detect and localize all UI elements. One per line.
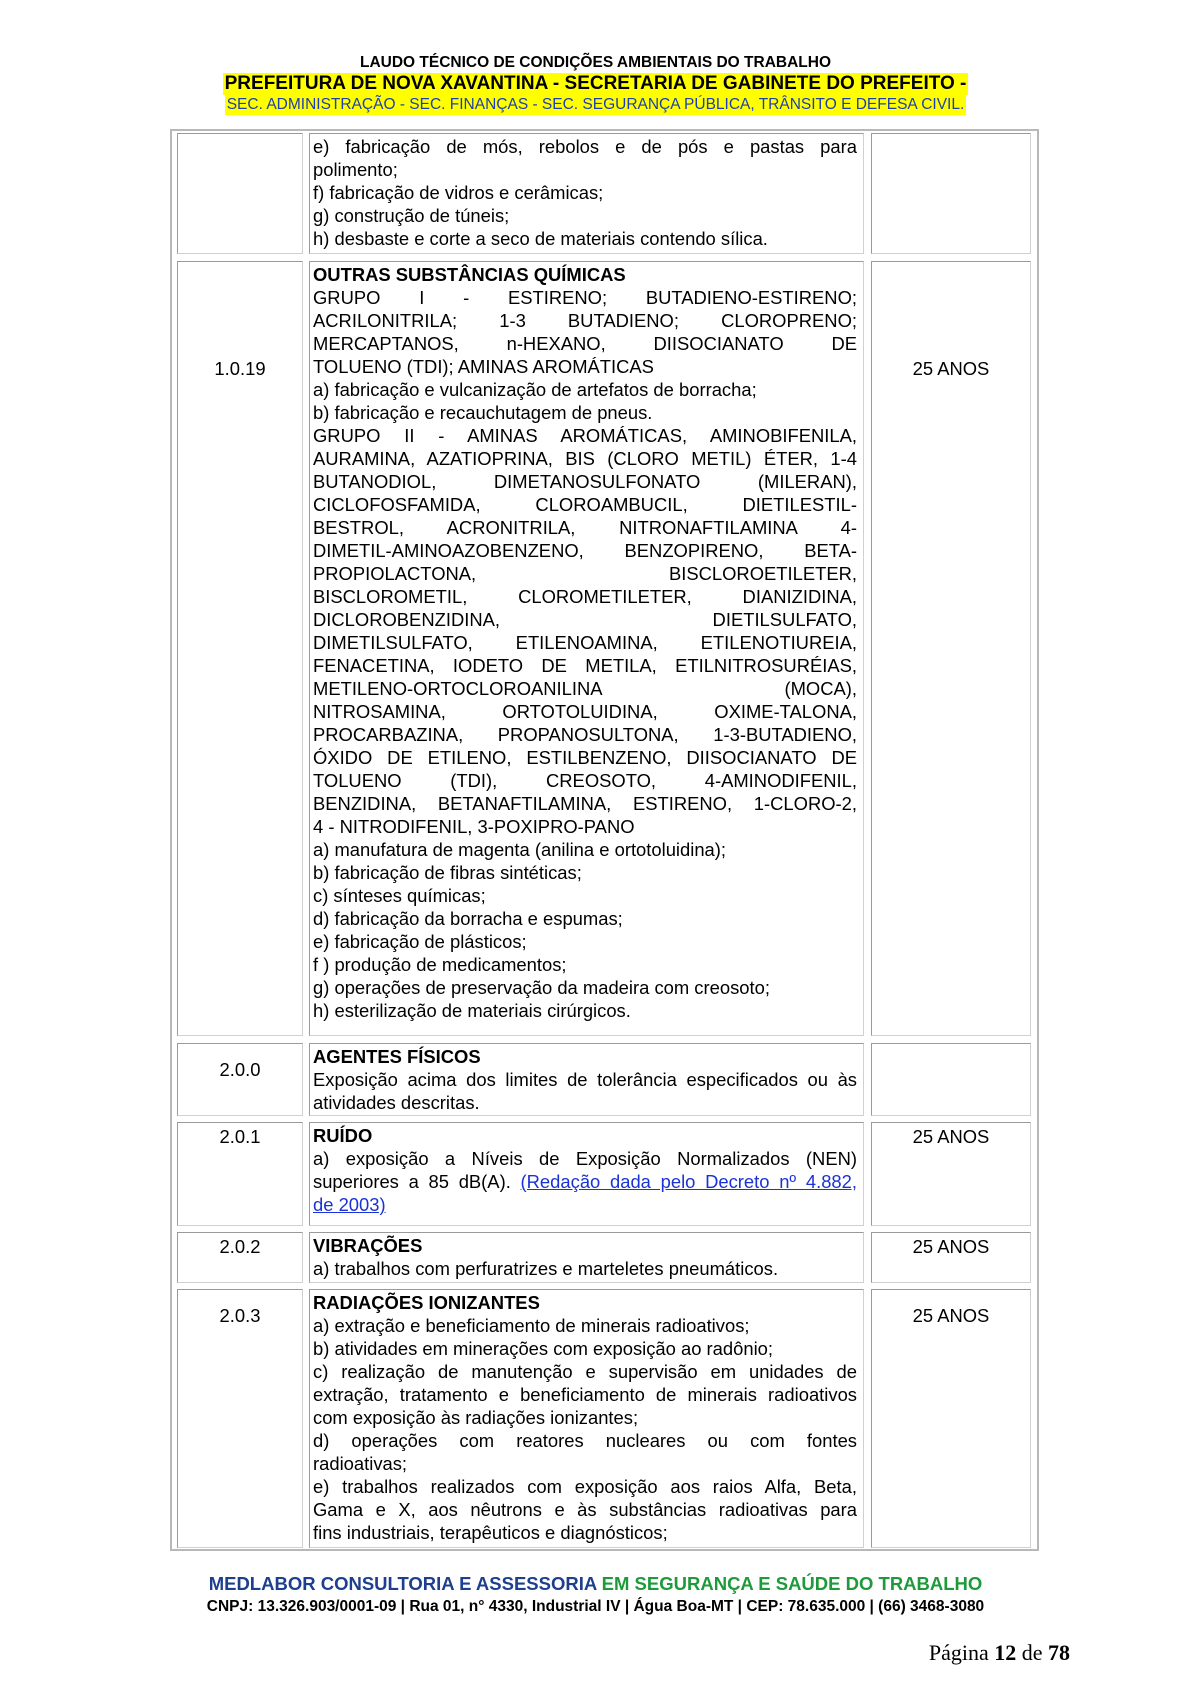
description-text: BENZIDINA, BETANAFTILAMINA, ESTIRENO, 1-CLORO-2, bbox=[313, 793, 857, 814]
description-text: a) trabalhos com perfuratrizes e marteletes pneumáticos. bbox=[313, 1258, 779, 1279]
description-line bbox=[313, 493, 857, 516]
description-text: polimento; bbox=[313, 159, 398, 180]
description-text: MERCAPTANOS, n-HEXANO, DIISOCIANATO DE bbox=[313, 333, 857, 354]
description-line bbox=[313, 539, 857, 562]
description-text: 4 - NITRODIFENIL, 3-POXIPRO-PANO bbox=[313, 816, 635, 837]
activities-table bbox=[170, 129, 1039, 1551]
description-text: BESTROL, ACRONITRILA, NITRONAFTILAMINA 4- bbox=[313, 517, 857, 538]
description-line bbox=[313, 631, 857, 654]
description-line bbox=[313, 447, 857, 470]
description-line bbox=[313, 700, 857, 723]
description-line bbox=[313, 861, 857, 884]
description-text: PROPIOLACTONA, BISCLOROETILETER, bbox=[313, 563, 857, 584]
description-text: a) manufatura de magenta (anilina e ortotoluidina); bbox=[313, 839, 727, 860]
code-cell bbox=[177, 1232, 303, 1283]
period-cell bbox=[871, 1232, 1031, 1283]
description-text: extração, tratamento e beneficiamento de minerais radioativos bbox=[313, 1384, 857, 1405]
code-cell bbox=[177, 133, 303, 254]
table-row bbox=[172, 1232, 1037, 1283]
description-line bbox=[313, 723, 857, 746]
description-text: BISCLOROMETIL, CLOROMETILETER, DIANIZIDINA, bbox=[313, 586, 857, 607]
exposure-period: 25 ANOS bbox=[912, 1305, 990, 1326]
description-text: c) sínteses químicas; bbox=[313, 885, 486, 906]
description-line bbox=[313, 654, 857, 677]
activity-code: 2.0.0 bbox=[219, 1059, 261, 1080]
description-line bbox=[313, 1147, 857, 1170]
description-line bbox=[313, 516, 857, 539]
footer-company-name: MEDLABOR CONSULTORIA E ASSESSORIA bbox=[208, 1573, 597, 1594]
description-text: TOLUENO (TDI), CREOSOTO, 4-AMINODIFENIL, bbox=[313, 770, 857, 791]
decree-link[interactable]: de 2003) bbox=[313, 1194, 386, 1215]
page-total: 78 bbox=[1048, 1640, 1070, 1665]
description-text: g) construção de túneis; bbox=[313, 205, 510, 226]
table-row bbox=[172, 1289, 1037, 1548]
description-text: Exposição acima dos limites de tolerância especificados ou às bbox=[313, 1069, 857, 1090]
description-line bbox=[313, 792, 857, 815]
description-line bbox=[313, 608, 857, 631]
description-text: com exposição às radiações ionizantes; bbox=[313, 1407, 639, 1428]
description-text: h) esterilização de materiais cirúrgicos. bbox=[313, 1000, 631, 1021]
description-line bbox=[313, 1257, 857, 1280]
description-line bbox=[313, 1521, 857, 1544]
description-text: h) desbaste e corte a seco de materiais contendo sílica. bbox=[313, 228, 768, 249]
code-cell bbox=[177, 261, 303, 1036]
description-text: radioativas; bbox=[313, 1453, 408, 1474]
agent-title: VIBRAÇÕES bbox=[313, 1235, 423, 1256]
description-cell bbox=[309, 1043, 864, 1116]
description-line bbox=[313, 355, 857, 378]
description-line bbox=[313, 677, 857, 700]
activity-code: 1.0.19 bbox=[214, 358, 266, 379]
period-cell bbox=[871, 1043, 1031, 1116]
description-text: METILENO-ORTOCLOROANILINA (MOCA), bbox=[313, 678, 857, 699]
header-subtitle: PREFEITURA DE NOVA XAVANTINA - SECRETARIA DE GABINETE DO PREFEITO - bbox=[224, 73, 967, 94]
description-text: e) trabalhos realizados com exposição aos raios Alfa, Beta, bbox=[313, 1476, 857, 1497]
description-text: fins industriais, terapêuticos e diagnósticos; bbox=[313, 1522, 668, 1543]
description-line bbox=[313, 769, 857, 792]
description-line bbox=[313, 1406, 857, 1429]
description-text: DICLOROBENZIDINA, DIETILSULFATO, bbox=[313, 609, 857, 630]
description-cell bbox=[309, 1232, 864, 1283]
page-of: de bbox=[1021, 1640, 1043, 1665]
code-cell bbox=[177, 1043, 303, 1116]
period-cell bbox=[871, 1289, 1031, 1548]
description-line bbox=[313, 884, 857, 907]
footer-contact-info: CNPJ: 13.326.903/0001-09 | Rua 01, n° 4330, Industrial IV | Água Boa-MT | CEP: 78.635.000 | (66) 3468-3080 bbox=[206, 1598, 985, 1615]
description-text: BUTANODIOL, DIMETANOSULFONATO (MILERAN), bbox=[313, 471, 857, 492]
table-row bbox=[172, 1043, 1037, 1116]
period-cell bbox=[871, 1122, 1031, 1226]
footer-company-tagline: EM SEGURANÇA E SAÚDE DO TRABALHO bbox=[601, 1573, 983, 1594]
activity-code: 2.0.2 bbox=[219, 1236, 261, 1257]
description-text: PROCARBAZINA, PROPANOSULTONA, 1-3-BUTADIENO, bbox=[313, 724, 857, 745]
description-text: DIMETILSULFATO, ETILENOAMINA, ETILENOTIUREIA, bbox=[313, 632, 857, 653]
description-line bbox=[313, 1314, 857, 1337]
description-line bbox=[313, 1475, 857, 1498]
description-cell bbox=[309, 1122, 864, 1226]
activity-code: 2.0.1 bbox=[219, 1126, 261, 1147]
description-text: AURAMINA, AZATIOPRINA, BIS (CLORO METIL) ÉTER, 1-4 bbox=[313, 448, 857, 469]
description-line bbox=[313, 470, 857, 493]
description-text: a) fabricação e vulcanização de artefatos de borracha; bbox=[313, 379, 757, 400]
description-line bbox=[313, 1068, 857, 1091]
description-line bbox=[313, 286, 857, 309]
description-line bbox=[313, 158, 857, 181]
description-text: ACRILONITRILA; 1-3 BUTADIENO; CLOROPRENO; bbox=[313, 310, 857, 331]
header-departments: SEC. ADMINISTRAÇÃO - SEC. FINANÇAS - SEC. SEGURANÇA PÚBLICA, TRÂNSITO E DEFESA CIVIL. bbox=[226, 96, 965, 113]
table-row bbox=[172, 1122, 1037, 1226]
description-line bbox=[313, 378, 857, 401]
description-line bbox=[313, 204, 857, 227]
description-line bbox=[313, 1193, 857, 1216]
description-text: CICLOFOSFAMIDA, CLOROAMBUCIL, DIETILESTIL- bbox=[313, 494, 857, 515]
description-line bbox=[313, 815, 857, 838]
description-line bbox=[313, 309, 857, 332]
description-line bbox=[313, 976, 857, 999]
code-cell bbox=[177, 1289, 303, 1548]
table-row bbox=[172, 133, 1037, 254]
description-line bbox=[313, 424, 857, 447]
description-text: g) operações de preservação da madeira com creosoto; bbox=[313, 977, 770, 998]
description-line bbox=[313, 907, 857, 930]
description-text: c) realização de manutenção e supervisão em unidades de bbox=[313, 1361, 857, 1382]
description-text: a) exposição a Níveis de Exposição Normalizados (NEN) bbox=[313, 1148, 857, 1169]
description-text: e) fabricação de mós, rebolos e de pós e pastas para bbox=[313, 136, 857, 157]
activity-code: 2.0.3 bbox=[219, 1305, 261, 1326]
description-text: f) fabricação de vidros e cerâmicas; bbox=[313, 182, 604, 203]
description-cell bbox=[309, 261, 864, 1036]
description-line bbox=[313, 1091, 857, 1114]
page-word: Página bbox=[928, 1640, 989, 1665]
description-text: f ) produção de medicamentos; bbox=[313, 954, 567, 975]
decree-link[interactable]: (Redação dada pelo Decreto nº 4.882, bbox=[520, 1171, 857, 1192]
description-line bbox=[313, 585, 857, 608]
description-text: d) fabricação da borracha e espumas; bbox=[313, 908, 623, 929]
period-cell bbox=[871, 261, 1031, 1036]
description-text: FENACETINA, IODETO DE METILA, ETILNITROSURÉIAS, bbox=[313, 655, 857, 676]
description-text: GRUPO I - ESTIRENO; BUTADIENO-ESTIRENO; bbox=[313, 287, 857, 308]
description-line bbox=[313, 332, 857, 355]
description-text: TOLUENO (TDI); AMINAS AROMÁTICAS bbox=[313, 356, 654, 377]
description-line bbox=[313, 135, 857, 158]
page-number bbox=[929, 1640, 1070, 1666]
description-line bbox=[313, 1360, 857, 1383]
description-line bbox=[313, 181, 857, 204]
exposure-period: 25 ANOS bbox=[912, 1126, 990, 1147]
description-text: NITROSAMINA, ORTOTOLUIDINA, OXIME-TALONA, bbox=[313, 701, 857, 722]
description-cell bbox=[309, 133, 864, 254]
description-text: DIMETIL-AMINOAZOBENZENO, BENZOPIRENO, BETA- bbox=[313, 540, 857, 561]
description-line bbox=[313, 1429, 857, 1452]
exposure-period: 25 ANOS bbox=[912, 358, 990, 379]
description-text: superiores a 85 dB(A). bbox=[313, 1171, 521, 1192]
document-footer bbox=[0, 1572, 1191, 1618]
exposure-period: 25 ANOS bbox=[912, 1236, 990, 1257]
agent-title: RADIAÇÕES IONIZANTES bbox=[313, 1292, 540, 1313]
description-text: atividades descritas. bbox=[313, 1092, 480, 1113]
agent-title: OUTRAS SUBSTÂNCIAS QUÍMICAS bbox=[313, 264, 626, 285]
description-text: b) fabricação e recauchutagem de pneus. bbox=[313, 402, 653, 423]
description-line bbox=[313, 1337, 857, 1360]
description-text: Gama e X, aos nêutrons e às substâncias radioativas para bbox=[313, 1499, 857, 1520]
description-line bbox=[313, 999, 857, 1022]
description-line bbox=[313, 227, 857, 250]
description-text: b) fabricação de fibras sintéticas; bbox=[313, 862, 582, 883]
period-cell bbox=[871, 133, 1031, 254]
description-line bbox=[313, 746, 857, 769]
description-text: d) operações com reatores nucleares ou com fontes bbox=[313, 1430, 857, 1451]
description-line bbox=[313, 930, 857, 953]
description-text: b) atividades em minerações com exposição ao radônio; bbox=[313, 1338, 774, 1359]
footer-company bbox=[0, 1572, 1191, 1596]
description-text: e) fabricação de plásticos; bbox=[313, 931, 527, 952]
agent-title: AGENTES FÍSICOS bbox=[313, 1046, 481, 1067]
description-line bbox=[313, 562, 857, 585]
description-line bbox=[313, 401, 857, 424]
description-line bbox=[313, 1452, 857, 1475]
document-header bbox=[0, 52, 1191, 115]
description-line bbox=[313, 1498, 857, 1521]
description-line bbox=[313, 1383, 857, 1406]
description-text: a) extração e beneficiamento de minerais radioativos; bbox=[313, 1315, 750, 1336]
page-current: 12 bbox=[994, 1640, 1017, 1665]
description-line bbox=[313, 838, 857, 861]
description-line bbox=[313, 1170, 857, 1193]
description-text: ÓXIDO DE ETILENO, ESTILBENZENO, DIISOCIANATO DE bbox=[313, 747, 857, 768]
description-line bbox=[313, 953, 857, 976]
description-cell bbox=[309, 1289, 864, 1548]
header-title: LAUDO TÉCNICO DE CONDIÇÕES AMBIENTAIS DO TRABALHO bbox=[359, 54, 832, 71]
agent-title: RUÍDO bbox=[313, 1125, 373, 1146]
table-row bbox=[172, 261, 1037, 1036]
description-text: GRUPO II - AMINAS AROMÁTICAS, AMINOBIFENILA, bbox=[313, 425, 857, 446]
code-cell bbox=[177, 1122, 303, 1226]
